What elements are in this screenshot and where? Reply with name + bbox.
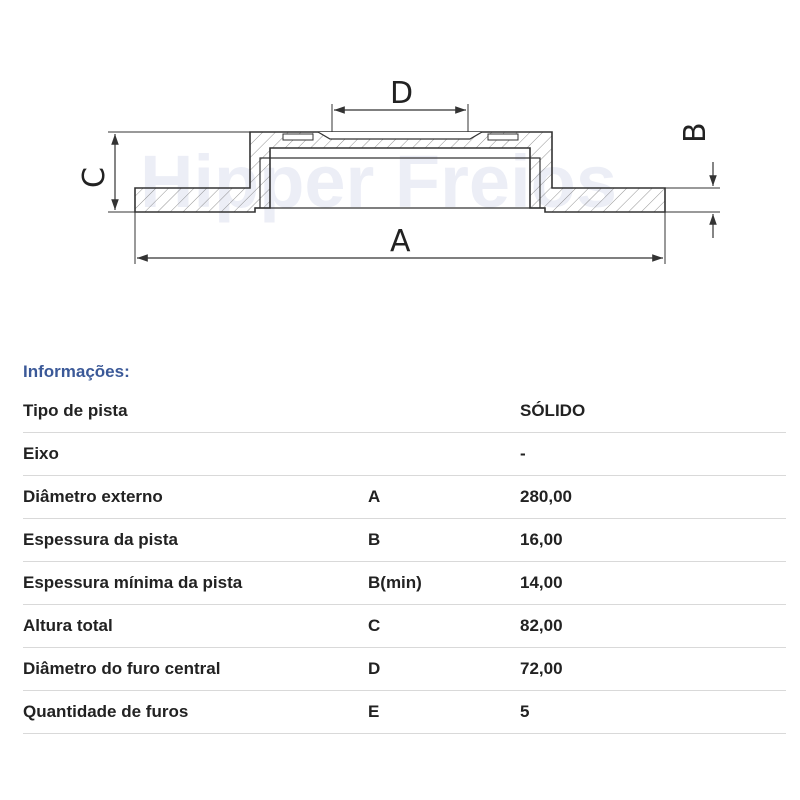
dim-label-a: A <box>390 224 411 259</box>
spec-value: - <box>520 433 786 476</box>
spec-code: E <box>368 691 520 734</box>
spec-row <box>23 562 786 605</box>
info-title: Informações: <box>23 362 130 381</box>
spec-code: A <box>368 476 520 519</box>
spec-row <box>23 691 786 734</box>
spec-value: 280,00 <box>520 476 786 519</box>
specs-table <box>23 390 786 734</box>
spec-row <box>23 519 786 562</box>
spec-label: Diâmetro externo <box>23 476 368 519</box>
spec-value: 16,00 <box>520 519 786 562</box>
spec-row <box>23 605 786 648</box>
spec-value: 82,00 <box>520 605 786 648</box>
spec-label: Quantidade de furos <box>23 691 368 734</box>
spec-label: Altura total <box>23 605 368 648</box>
spec-label: Tipo de pista <box>23 390 368 433</box>
spec-code: B(min) <box>368 562 520 605</box>
spec-value: SÓLIDO <box>520 390 786 433</box>
spec-row <box>23 433 786 476</box>
spec-code <box>368 433 520 476</box>
stud-hole-left <box>283 134 313 140</box>
spec-value: 5 <box>520 691 786 734</box>
spec-code: C <box>368 605 520 648</box>
spec-row <box>23 476 786 519</box>
spec-value: 72,00 <box>520 648 786 691</box>
brake-disc-drawing <box>0 0 800 300</box>
spec-row <box>23 390 786 433</box>
spec-code: B <box>368 519 520 562</box>
spec-row <box>23 648 786 691</box>
spec-code <box>368 390 520 433</box>
dim-label-b: B <box>678 122 713 143</box>
spec-label: Eixo <box>23 433 368 476</box>
spec-label: Espessura da pista <box>23 519 368 562</box>
stud-hole-right <box>488 134 518 140</box>
dimension-d <box>332 76 468 132</box>
center-bore <box>318 132 482 139</box>
spec-value: 14,00 <box>520 562 786 605</box>
dim-label-c: C <box>77 167 112 188</box>
spec-label: Espessura mínima da pista <box>23 562 368 605</box>
dimension-b <box>665 122 720 238</box>
spec-label: Diâmetro do furo central <box>23 648 368 691</box>
spec-code: D <box>368 648 520 691</box>
watermark-text: Hipper Freios <box>140 140 617 223</box>
dim-label-d: D <box>390 76 414 111</box>
